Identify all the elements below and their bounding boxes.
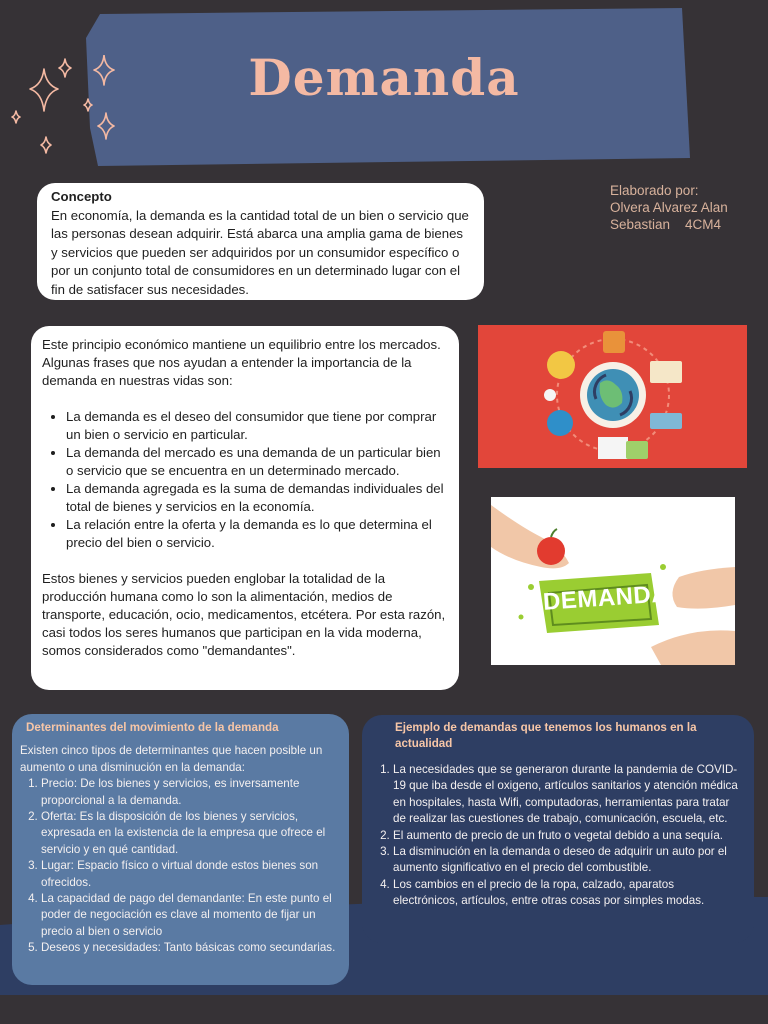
concept-heading: Concepto [51, 189, 112, 204]
determinants-card [12, 714, 349, 985]
concept-text: En economía, la demanda es la cantidad total de un bien o servicio que las personas desean adquirir. Está abarca una amplia gama de bienes y servicios que pueden ser adquiridos por un consumidor específico o por un conjunto total de consumidores en un determinado lugar con el fin de satisfacer sus necesidades. [51, 207, 469, 297]
list-item: 4. Los cambios en el precio de la ropa, calzado, aparatos electrónicos, artículos, entre otras cosas por simples modas. [393, 877, 742, 910]
principle-outro: Estos bienes y servicios pueden englobar la totalidad de la producción humana como lo son la alimentación, medios de transporte, educación, ocio, medicamentos, etcétera. Por esta razón, casi todos los seres humanos que participan en la vida moderna, somos considerados como "demandantes". [42, 571, 446, 658]
list-item: 2. Oferta: Es la disposición de los bienes y servicios, expresada en la existencia de la empresa que ofrece el servicio y en qué cantidad. [41, 809, 341, 858]
examples-heading: Ejemplo de demandas que tenemos los humanos en la actualidad [395, 721, 697, 750]
sparkle-icon [8, 55, 128, 160]
list-item: • La relación entre la oferta y la demanda es lo que determina el precio del bien o servicio. [66, 516, 447, 552]
author-line-1: Elaborado por: [610, 183, 699, 198]
author-line-2: Olvera Alvarez Alan [610, 200, 728, 215]
list-item: • La demanda es el deseo del consumidor que tiene por comprar un bien o servicio en particular. [66, 408, 447, 444]
economy-illustration [478, 325, 747, 468]
list-item: 3. Lugar: Espacio físico o virtual donde estos bienes son ofrecidos. [41, 858, 341, 891]
concept-card [37, 183, 484, 300]
list-item: 1. Precio: De los bienes y servicios, es inversamente proporcional a la demanda. [41, 776, 341, 809]
author-credit [610, 182, 728, 233]
list-item: 2. El aumento de precio de un fruto o vegetal debido a una sequía. [393, 828, 742, 844]
determinants-heading: Determinantes del movimiento de la demanda [26, 721, 279, 734]
determinants-intro: Existen cinco tipos de determinantes que hacen posible un aumento o una disminución en la demanda: [20, 744, 323, 774]
determinants-list [20, 776, 341, 956]
principle-intro: Este principio económico mantiene un equilibrio entre los mercados. Algunas frases que nos ayudan a entender la importancia de la demanda en nuestras vidas son: [42, 337, 441, 388]
list-item: • La demanda del mercado es una demanda de un particular bien o servicio que se encuentra en un determinado mercado. [66, 444, 447, 480]
examples-list [374, 762, 742, 910]
principle-card [31, 326, 459, 690]
list-item: 4. La capacidad de pago del demandante: En este punto el poder de negociación es clave al momento de fijar un precio al bien o servicio [41, 891, 341, 940]
list-item: 1. La necesidades que se generaron durante la pandemia de COVID-19 que iba desde el oxigeno, artículos sanitarios y atención médica en hospitales, hasta Wifi, computadoras, herramientas para tratar de realizar las cuestiones de trabajo, comunicación, escuela, etc. [393, 762, 742, 828]
hands-icon [491, 497, 735, 665]
page-title: Demanda [248, 48, 520, 107]
globe-icon [478, 325, 747, 468]
list-item: • La demanda agregada es la suma de demandas individuales del total de bienes y servicios en la economía. [66, 480, 447, 516]
list-item: 5. Deseos y necesidades: Tanto básicas como secundarias. [41, 940, 341, 956]
list-item: 3. La disminución en la demanda o deseo de adquirir un auto por el aumento significativo en el precio del combustible. [393, 844, 742, 877]
demanda-illustration [491, 497, 735, 665]
author-line-3: Sebastian 4CM4 [610, 217, 722, 232]
examples-card [362, 715, 754, 943]
demanda-label: DEMANDA [542, 580, 670, 616]
principle-bullet-list [42, 408, 447, 552]
